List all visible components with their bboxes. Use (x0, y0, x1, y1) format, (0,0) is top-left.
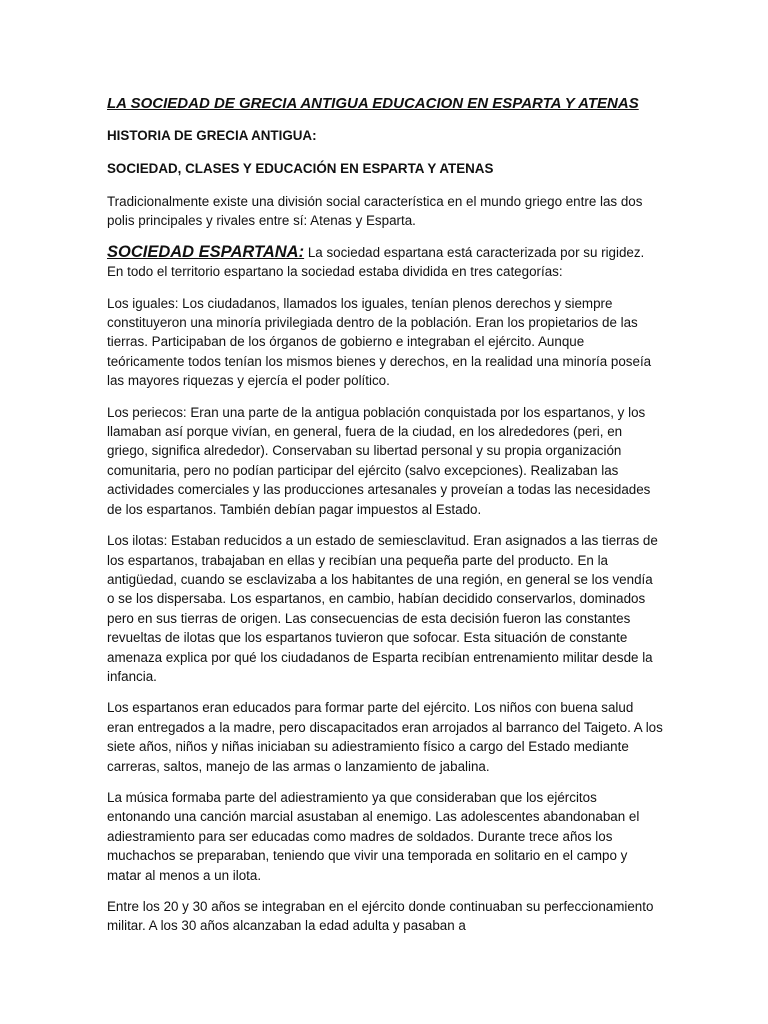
paragraph-army: Entre los 20 y 30 años se integraban en el ejército donde continuaban su perfeccionamiento militar. A los 30 años alcanzaban la edad adulta y pasaban a (107, 899, 654, 934)
document-page (107, 94, 663, 948)
subheading-history: HISTORIA DE GRECIA ANTIGUA: (107, 128, 317, 143)
paragraph-periecos: Los periecos: Eran una parte de la antigua población conquistada por los espartanos, y los llamaban así porque vivían, en general, fuera de la ciudad, en los alrededores (peri, en griego, significa alrededor). Conservaban su libertad personal y su propia organización comunitaria, pero no podían participar del ejército (salvo excepciones). Realizaban las actividades comerciales y las producciones artesanales y proveían a todas las necesidades de los espartanos. También debían pagar impuestos al Estado. (107, 404, 651, 517)
spartan-section-lead: La sociedad espartana está caracterizada por su rigidez. En todo el territorio espartano la sociedad estaba dividida en tres categorías: (107, 244, 645, 280)
document-title: LA SOCIEDAD DE GRECIA ANTIGUA EDUCACION EN ESPARTA Y ATENAS (107, 95, 639, 112)
paragraph-ilotas: Los ilotas: Estaban reducidos a un estado de semiesclavitud. Eran asignados a las tierras de los espartanos, trabajaban en ellas y recibían una pequeña parte del producto. En la antigüedad, cuando se esclavizaba a los habitantes de una región, en general se los vendía o se los dispersaba. Los espartanos, en cambio, habían decidido conservarlos, dominados pero en sus tierras de origen. Las consecuencias de esta decisión fueron las constantes revueltas de ilotas que los espartanos tuvieron que sofocar. Esta situación de constante amenaza explica por qué los ciudadanos de Esparta recibían entrenamiento militar desde la infancia. (107, 533, 658, 684)
paragraph-iguales: Los iguales: Los ciudadanos, llamados los iguales, tenían plenos derechos y siempre constituyeron una minoría privilegiada dentro de la población. Eran los propietarios de las tierras. Participaban de los órganos de gobierno e integraban el ejército. Aunque teóricamente todos tenían los mismos bienes y derechos, en la realidad una minoría poseía las mayores riquezas y ejercía el poder político. (107, 295, 652, 389)
paragraph-music: La música formaba parte del adiestramiento ya que consideraban que los ejércitos entonando una canción marcial asustaban al enemigo. Las adolescentes abandonaban el adiestramiento para ser educadas como madres de soldados. Durante trece años los muchachos se preparaban, teniendo que vivir una temporada en solitario en el campo y matar al menos a un ilota. (107, 789, 640, 883)
intro-paragraph: Tradicionalmente existe una división social característica en el mundo griego entre las dos polis principales y rivales entre sí: Atenas y Esparta. (107, 194, 643, 229)
subheading-society: SOCIEDAD, CLASES Y EDUCACIÓN EN ESPARTA Y ATENAS (107, 161, 494, 176)
spartan-section-intro (107, 243, 663, 282)
section-heading-spartan: SOCIEDAD ESPARTANA: (107, 242, 305, 261)
paragraph-education: Los espartanos eran educados para formar parte del ejército. Los niños con buena salud eran entregados a la madre, pero discapacitados eran arrojados al barranco del Taigeto. A los siete años, niños y niñas iniciaban su adiestramiento físico a cargo del Estado mediante carreras, saltos, manejo de las armas o lanzamiento de jabalina. (107, 700, 663, 774)
